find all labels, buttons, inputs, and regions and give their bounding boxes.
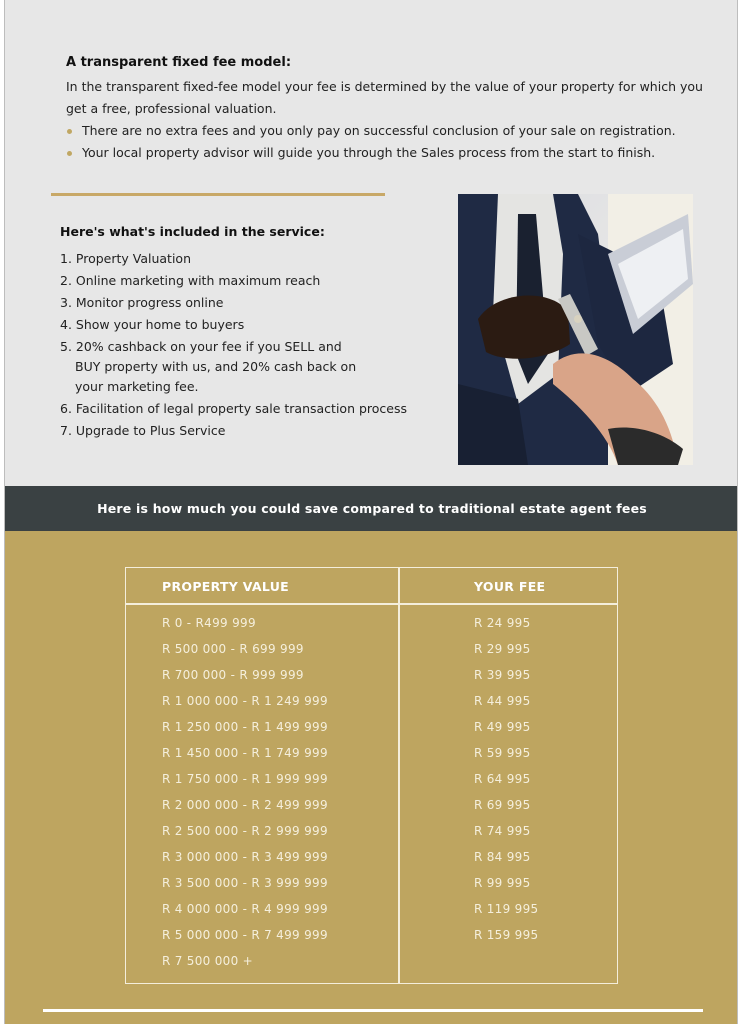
fee-table-rows xyxy=(126,612,617,976)
service-item: 1. Property Valuation xyxy=(60,251,192,266)
property-value-cell: R 7 500 000 + xyxy=(162,954,253,968)
property-value-cell: R 2 500 000 - R 2 999 999 xyxy=(162,824,328,838)
header-your-fee: YOUR FEE xyxy=(474,579,546,594)
table-row xyxy=(126,898,617,924)
property-value-cell: R 1 250 000 - R 1 499 999 xyxy=(162,720,328,734)
table-row xyxy=(126,846,617,872)
service-list xyxy=(60,249,450,441)
savings-banner-text: Here is how much you could save compared to traditional estate agent fees xyxy=(97,501,647,516)
property-value-cell: R 3 000 000 - R 3 499 999 xyxy=(162,850,328,864)
fee-cell: R 39 995 xyxy=(474,668,531,682)
table-row xyxy=(126,664,617,690)
service-item: 2. Online marketing with maximum reach xyxy=(60,273,321,288)
fee-cell: R 24 995 xyxy=(474,616,531,630)
service-item-line: your marketing fee. xyxy=(75,379,199,394)
property-value-cell: R 1 750 000 - R 1 999 999 xyxy=(162,772,328,786)
table-row xyxy=(126,950,617,976)
property-value-cell: R 500 000 - R 699 999 xyxy=(162,642,304,656)
intro-heading: A transparent fixed fee model: xyxy=(66,55,292,70)
key-handover-illustration xyxy=(458,194,693,465)
intro-bullet: There are no extra fees and you only pay on successful conclusion of your sale on registration. xyxy=(66,120,716,142)
fee-section xyxy=(5,531,738,1024)
property-value-cell: R 2 000 000 - R 2 499 999 xyxy=(162,798,328,812)
fee-cell: R 69 995 xyxy=(474,798,531,812)
fee-cell: R 119 995 xyxy=(474,902,539,916)
property-value-cell: R 5 000 000 - R 7 499 999 xyxy=(162,928,328,942)
fee-cell: R 44 995 xyxy=(474,694,531,708)
property-value-cell: R 700 000 - R 999 999 xyxy=(162,668,304,682)
property-value-cell: R 4 000 000 - R 4 999 999 xyxy=(162,902,328,916)
service-section xyxy=(60,224,450,443)
fee-cell: R 49 995 xyxy=(474,720,531,734)
table-row xyxy=(126,690,617,716)
table-row xyxy=(126,612,617,638)
service-item: 3. Monitor progress online xyxy=(60,295,224,310)
table-row xyxy=(126,794,617,820)
service-item: 4. Show your home to buyers xyxy=(60,317,245,332)
property-value-cell: R 0 - R499 999 xyxy=(162,616,256,630)
bottom-divider xyxy=(43,1009,703,1012)
table-row xyxy=(126,820,617,846)
table-row xyxy=(126,924,617,950)
table-row xyxy=(126,742,617,768)
table-row xyxy=(126,768,617,794)
key-handover-photo xyxy=(458,194,693,465)
property-value-cell: R 1 450 000 - R 1 749 999 xyxy=(162,746,328,760)
fee-cell: R 29 995 xyxy=(474,642,531,656)
table-row xyxy=(126,872,617,898)
property-value-cell: R 1 000 000 - R 1 249 999 xyxy=(162,694,328,708)
intro-paragraph: In the transparent fixed-fee model your fee is determined by the value of your property for which you get a free, professional valuation. xyxy=(66,79,703,116)
table-row xyxy=(126,638,617,664)
fee-cell: R 159 995 xyxy=(474,928,539,942)
fee-cell: R 59 995 xyxy=(474,746,531,760)
service-item xyxy=(60,337,450,397)
fee-table xyxy=(125,567,618,984)
header-divider xyxy=(126,603,617,605)
service-heading: Here's what's included in the service: xyxy=(60,224,325,239)
gold-divider xyxy=(51,193,385,196)
property-value-cell: R 3 500 000 - R 3 999 999 xyxy=(162,876,328,890)
fixed-fee-intro xyxy=(66,55,716,164)
service-item: 6. Facilitation of legal property sale transaction process xyxy=(60,401,408,416)
header-property-value: PROPERTY VALUE xyxy=(162,579,290,594)
intro-bullet-list xyxy=(66,120,716,164)
service-item: 7. Upgrade to Plus Service xyxy=(60,423,226,438)
savings-banner xyxy=(5,486,738,531)
service-item-line: 5. 20% cashback on your fee if you SELL and xyxy=(60,339,342,354)
fee-cell: R 84 995 xyxy=(474,850,531,864)
page-frame xyxy=(4,0,738,1024)
fee-cell: R 64 995 xyxy=(474,772,531,786)
intro-bullet: Your local property advisor will guide you through the Sales process from the start to finish. xyxy=(66,142,716,164)
service-item-line: BUY property with us, and 20% cash back on xyxy=(75,359,357,374)
fee-cell: R 74 995 xyxy=(474,824,531,838)
fee-cell: R 99 995 xyxy=(474,876,531,890)
table-row xyxy=(126,716,617,742)
